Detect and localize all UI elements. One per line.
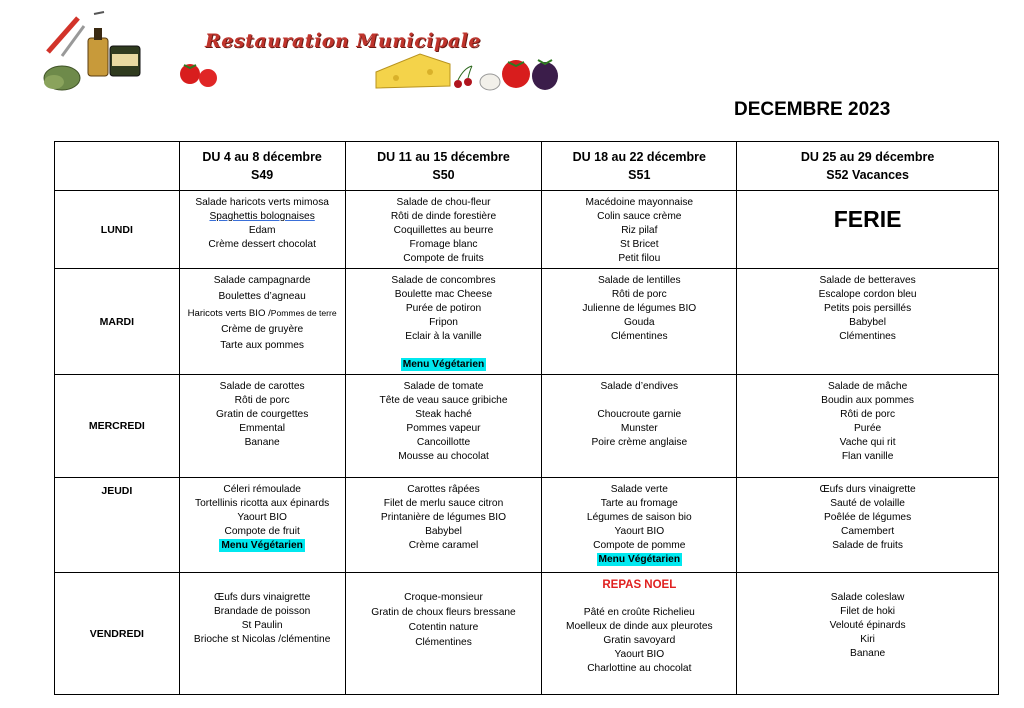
menu-item: Rôti de dinde forestière: [390, 211, 497, 222]
menu-item: Salade campagnarde: [213, 275, 311, 286]
menu-item: Boulette mac Cheese: [394, 289, 493, 300]
menu-item: Eclair à la vanille: [405, 331, 482, 342]
menu-item: Tête de veau sauce gribiche: [379, 395, 508, 406]
menu-item: Salade de mâche: [827, 381, 908, 392]
artichoke-icon: [44, 66, 80, 90]
row-lundi: [55, 191, 999, 269]
menu-item: Yaourt BIO: [614, 526, 665, 537]
menu-item: Poire crème anglaise: [591, 437, 688, 448]
menu-item: St Bricet: [620, 239, 659, 250]
menu-item: Steak haché: [415, 409, 472, 420]
menu-cell: [542, 573, 737, 695]
menu-cell: [737, 375, 999, 478]
menu-item: S49: [251, 168, 274, 182]
menu-cell: [345, 191, 542, 269]
menu-cell: [345, 375, 542, 478]
menu-item: Salade verte: [610, 484, 668, 495]
menu-cell: [542, 191, 737, 269]
menu-item: DU 25 au 29 décembre: [800, 150, 935, 164]
menu-item: Yaourt BIO: [237, 512, 287, 523]
day-label-jeudi: JEUDI: [55, 478, 180, 573]
menu-cell: [542, 478, 737, 573]
menu-item: Compote de pomme: [593, 540, 686, 551]
menu-item: Croque-monsieur: [404, 592, 483, 603]
menu-item: Julienne de légumes BIO: [582, 303, 697, 314]
menu-item: Crème dessert chocolat: [208, 239, 316, 250]
menu-item: Petit filou: [618, 253, 661, 264]
menu-item: Clémentines: [415, 637, 472, 648]
menu-item: Velouté épinards: [829, 620, 906, 631]
day-label-mercredi: MERCREDI: [55, 375, 180, 478]
menu-item: Salade coleslaw: [830, 592, 905, 603]
menu-item: Macédoine mayonnaise: [585, 197, 694, 208]
menu-item: Crème caramel: [408, 540, 479, 551]
oil-bottle-icon: [88, 28, 140, 76]
vegetarian-badge: Menu Végétarien: [221, 540, 303, 551]
food-illustration: [40, 8, 560, 96]
menu-item: Gouda: [624, 317, 655, 328]
menu-item: Salade de lentilles: [597, 275, 681, 286]
menu-item: Fromage blanc: [409, 239, 478, 250]
menu-item: Mousse au chocolat: [398, 451, 489, 462]
menu-cell: [345, 478, 542, 573]
menu-item: Banane: [850, 648, 886, 659]
menu-item: Purée de potiron: [405, 303, 482, 314]
menu-item: Brandade de poisson: [213, 606, 311, 617]
menu-item: Tarte aux pommes: [220, 340, 305, 351]
menu-item: Crème de gruyère: [221, 324, 304, 335]
menu-item: Salade d’endives: [600, 381, 679, 392]
month-heading: DECEMBRE 2023: [734, 99, 891, 120]
menu-item: Colin sauce crème: [597, 211, 682, 222]
week-header-3: [542, 142, 737, 191]
menu-item: S51: [628, 168, 651, 182]
menu-item: Escalope cordon bleu: [818, 289, 917, 300]
menu-cell: [179, 573, 345, 695]
menu-item: S52 Vacances: [826, 168, 909, 182]
menu-item: Poêlée de légumes: [823, 512, 912, 523]
menu-cell: [542, 269, 737, 375]
menu-item: Moelleux de dinde aux pleurotes: [565, 621, 713, 632]
menu-item: Gratin savoyard: [603, 635, 676, 646]
menu-item: Compote de fruit: [224, 526, 300, 537]
menu-cell: [737, 269, 999, 375]
menu-item: Compote de fruits: [403, 253, 484, 264]
menu-item: DU 18 au 22 décembre: [572, 150, 706, 164]
menu-item: Munster: [620, 423, 658, 434]
menu-item: Babybel: [849, 317, 886, 328]
week-header-2: [345, 142, 542, 191]
menu-item: Boudin aux pommes: [821, 395, 915, 406]
menu-item: Pommes vapeur: [406, 423, 481, 434]
tomato-icon: [502, 60, 530, 88]
menu-item: Printanière de légumes BIO: [380, 512, 507, 523]
menu-cell: [542, 375, 737, 478]
menu-item: Cotentin nature: [408, 622, 479, 633]
row-mardi: [55, 269, 999, 375]
menu-item: Carottes râpées: [407, 484, 480, 495]
menu-item: Rôti de porc: [611, 289, 667, 300]
menu-item: Petits pois persillés: [823, 303, 912, 314]
row-jeudi: [55, 478, 999, 573]
christmas-meal-title: REPAS NOEL: [602, 579, 677, 591]
day-label-vendredi: VENDREDI: [55, 573, 180, 695]
menu-cell: [179, 269, 345, 375]
cherry-icon: [454, 66, 472, 88]
tomato-icon: [180, 64, 217, 87]
menu-item: Tortellinis ricotta aux épinards: [195, 498, 330, 509]
menu-item: Salade de betteraves: [819, 275, 916, 286]
menu-item: Choucroute garnie: [597, 409, 682, 420]
menu-item: Salade de chou-fleur: [396, 197, 491, 208]
menu-cell: [737, 573, 999, 695]
menu-cell: [179, 191, 345, 269]
day-label-lundi: LUNDI: [55, 191, 180, 269]
menu-item: Salade de tomate: [403, 381, 484, 392]
menu-item: Œufs durs vinaigrette: [819, 484, 916, 495]
page-title: Restauration Municipale: [205, 30, 481, 52]
week-header-1: [179, 142, 345, 191]
menu-item: Salade de fruits: [832, 540, 903, 551]
menu-item: Tarte au fromage: [600, 498, 678, 509]
menu-item: Riz pilaf: [621, 225, 658, 236]
menu-item: Œufs durs vinaigrette: [214, 592, 311, 603]
menu-item: DU 4 au 8 décembre: [202, 150, 322, 164]
row-vendredi: [55, 573, 999, 695]
menu-item: S50: [432, 168, 455, 182]
menu-item: Rôti de porc: [234, 395, 290, 406]
menu-item: Sauté de volaille: [830, 498, 905, 509]
menu-item: Babybel: [425, 526, 462, 537]
menu-item: Charlottine au chocolat: [587, 663, 692, 674]
menu-table: [54, 141, 999, 695]
menu-item: Céleri rémoulade: [223, 484, 301, 495]
menu-cell: [737, 478, 999, 573]
menu-item: Purée: [854, 423, 882, 434]
menu-item: Salade haricots verts mimosa: [195, 197, 329, 208]
vegetarian-badge: Menu Végétarien: [598, 554, 681, 565]
menu-item: Spaghettis bolognaises: [209, 211, 315, 222]
cheese-icon: [376, 54, 450, 88]
menu-item: Yaourt BIO: [614, 649, 665, 660]
menu-item: DU 11 au 15 décembre: [377, 150, 510, 164]
week-header-4: [737, 142, 999, 191]
menu-item: St Paulin: [241, 620, 283, 631]
menu-item: Rôti de porc: [840, 409, 896, 420]
menu-item: Coquillettes au beurre: [393, 225, 494, 236]
menu-item: Edam: [248, 225, 276, 236]
menu-item: Légumes de saison bio: [586, 512, 692, 523]
day-label-mardi: MARDI: [55, 269, 180, 375]
header-row: [55, 142, 999, 191]
holiday-label: FERIE: [833, 206, 902, 232]
menu-item: Pâté en croûte Richelieu: [583, 607, 695, 618]
menu-cell: [345, 269, 542, 375]
menu-item: Banane: [244, 437, 280, 448]
menu-item: Fripon: [429, 317, 458, 328]
row-mercredi: [55, 375, 999, 478]
menu-item: Clémentines: [839, 331, 896, 342]
menu-item: Gratin de courgettes: [215, 409, 309, 420]
menu-item: Clémentines: [610, 331, 668, 342]
menu-item: Vache qui rit: [839, 437, 896, 448]
menu-cell-holiday: [737, 191, 999, 269]
menu-item: Cancoillotte: [416, 437, 471, 448]
menu-item: Brioche st Nicolas /clémentine: [193, 634, 331, 645]
menu-item: Filet de merlu sauce citron: [383, 498, 504, 509]
menu-cell: [179, 478, 345, 573]
menu-item: Boulettes d’agneau: [218, 291, 306, 302]
menu-item: Emmental: [239, 423, 286, 434]
vegetarian-badge: Menu Végétarien: [402, 359, 485, 370]
garlic-icon: [480, 74, 500, 90]
menu-cell: [179, 375, 345, 478]
menu-item: Gratin de choux fleurs bressane: [371, 607, 516, 618]
menu-cell: [345, 573, 542, 695]
menu-item: Flan vanille: [841, 451, 894, 462]
menu-item: Haricots verts BIO /Pommes de terre: [187, 308, 337, 319]
menu-item: Filet de hoki: [840, 606, 896, 617]
menu-item: Salade de carottes: [219, 381, 305, 392]
menu-item: Camembert: [840, 526, 895, 537]
corner-cell: [55, 142, 180, 191]
eggplant-icon: [532, 60, 558, 90]
menu-item: Salade de concombres: [391, 275, 496, 286]
menu-item: Kiri: [860, 634, 875, 645]
